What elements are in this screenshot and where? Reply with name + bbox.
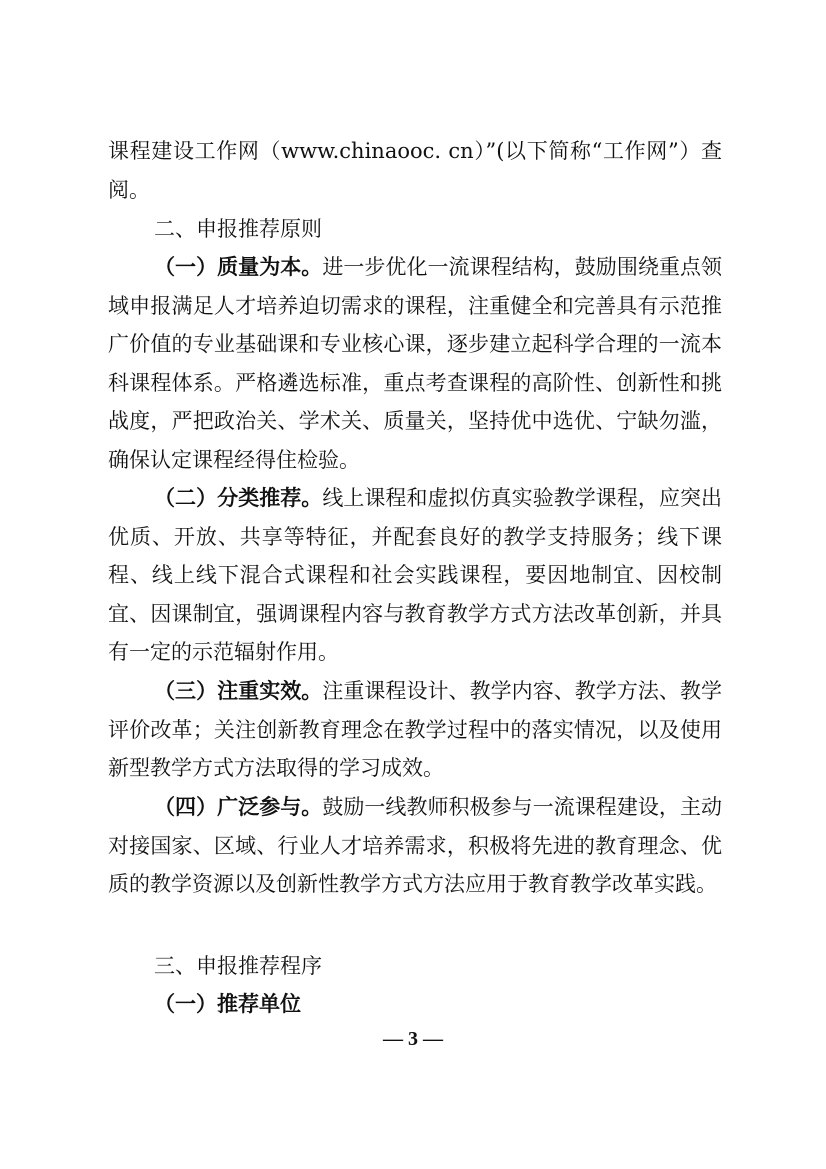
principle-title: （二）分类推荐。: [154, 485, 323, 510]
principle-quality: [108, 248, 722, 479]
section-heading-principles: 二、申报推荐原则: [154, 217, 322, 241]
principle-title: （四）广泛参与。: [154, 794, 323, 819]
page-number: — 3 —: [383, 1028, 443, 1050]
principle-title: （一）质量为本。: [154, 254, 323, 279]
principle-participation: [108, 788, 722, 904]
principle-title: （三）注重实效。: [154, 678, 323, 703]
principle-effectiveness: [108, 672, 722, 788]
section-heading-procedure: 三、申报推荐程序: [154, 954, 322, 978]
principle-body: 注重课程设计、教学内容、教学方法、教学评价改革；关注创新教育理念在教学过程中的落实情况，以及使用新型教学方式方法取得的学习成效。: [108, 679, 723, 780]
principle-body: 进一步优化一流课程结构，鼓励围绕重点领域申报满足人才培养迫切需求的课程，注重健全和完善具有示范推广价值的专业基础课和专业核心课，逐步建立起科学合理的一流本科课程体系。严格遴选标准，重点考查课程的高阶性、创新性和挑战度，严把政治关、学术关、质量关，坚持优中选优、宁缺勿滥，确保认定课程经得住检验。: [108, 255, 723, 472]
principle-classified: [108, 479, 722, 672]
principle-body: 鼓励一线教师积极参与一流课程建设，主动对接国家、区域、行业人才培养需求，积极将先进的教育理念、优质的教学资源以及创新性教学方式方法应用于教育教学改革实践。: [108, 795, 723, 896]
intro-paragraph: 课程建设工作网（www.chinaooc. cn）”(以下简称“工作网”）查阅。: [108, 139, 722, 202]
subsection-heading-units: （一）推荐单位: [154, 991, 301, 1016]
principle-body: 线上课程和虚拟仿真实验教学课程，应突出优质、开放、共享等特征，并配套良好的教学支持服务；线下课程、线上线下混合式课程和社会实践课程，要因地制宜、因校制宜、因课制宜，强调课程内容与教育教学方式方法改革创新，并具有一定的示范辐射作用。: [108, 486, 723, 664]
